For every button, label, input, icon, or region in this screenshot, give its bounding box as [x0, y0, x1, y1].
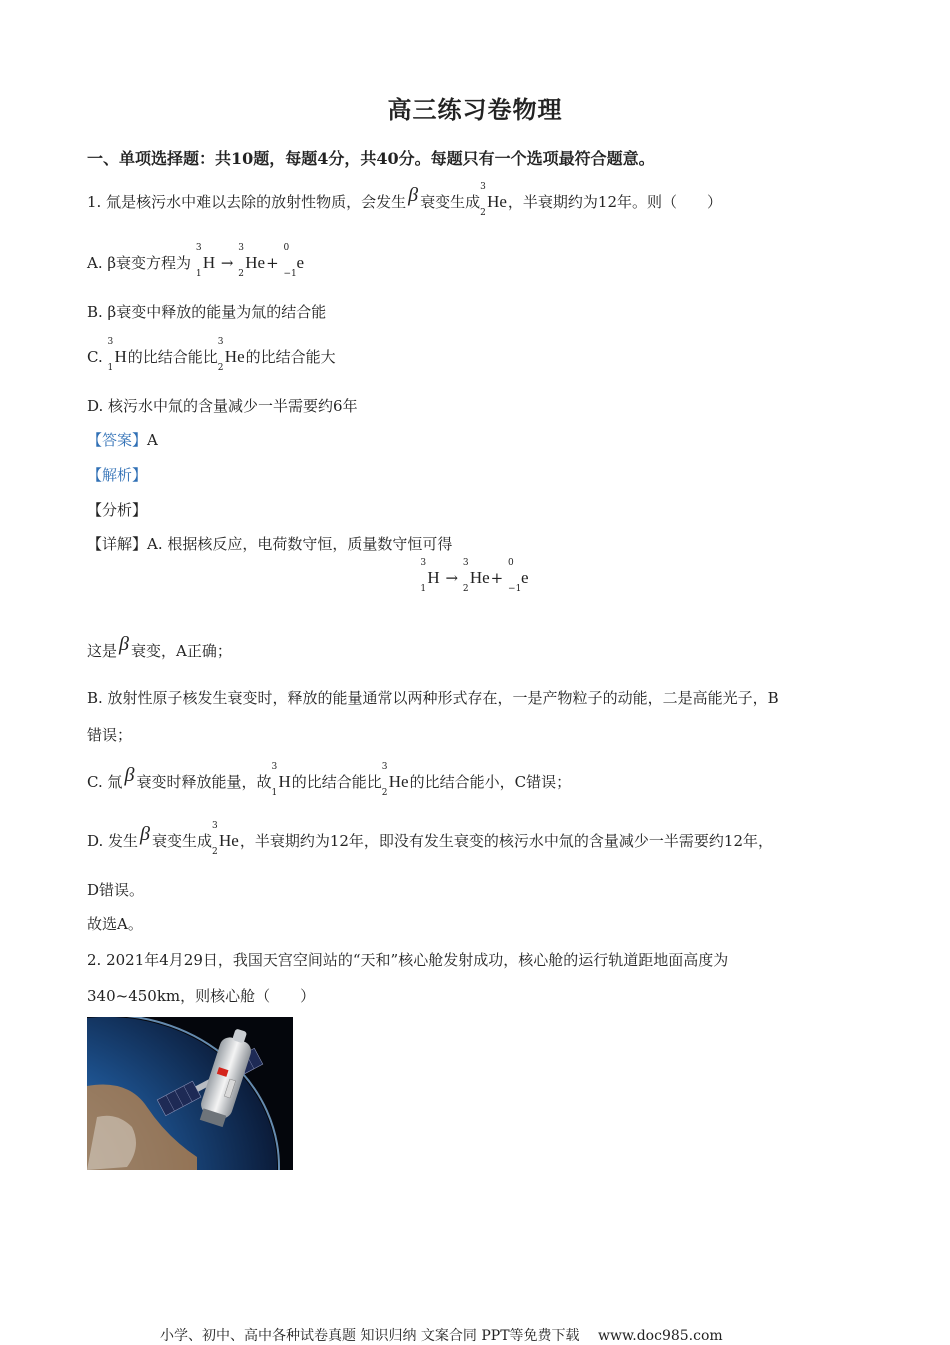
detail-c: C. 氚 β 衰变时释放能量，故 3 1 H的比结合能比 3 2 He的比结合能小，C错误； [87, 762, 572, 798]
detail-a-conclusion: 这是 β 衰变，A正确； [87, 633, 232, 660]
footer-text: 小学、初中、高中各种试卷真题 知识归纳 文案合同 PPT等免费下载 www.doc985.com [160, 1328, 723, 1344]
option-b: B. β衰变中释放的能量为氚的结合能 [87, 303, 327, 321]
section-heading: 一、单项选择题：共10题，每题4分，共40分。每题只有一个选项最符合题意。 [87, 149, 655, 168]
option-c-text-mid: 的比结合能比 [127, 348, 218, 366]
detail-a [87, 533, 452, 554]
beta-symbol: β [124, 764, 135, 786]
option-c [87, 337, 336, 373]
detail-b-line2: 错误； [87, 726, 133, 744]
detail-label: 【详解】 [87, 535, 148, 553]
detail-b-line1: B. 放射性原子核发生衰变时，释放的能量通常以两种形式存在，一是产物粒子的动能，二是高能光子，B [87, 689, 779, 707]
answer-value: A [147, 431, 158, 449]
analysis-label: 【解析】 [87, 466, 148, 484]
helium-3-symbol: 3 2 He [381, 762, 409, 798]
detail-d-line2: D错误。 [87, 881, 145, 899]
helium-3-symbol: 3 2 He [480, 182, 507, 218]
tritium-symbol: 3 1 H [107, 337, 127, 373]
option-a-label: A. β衰变方程为 [87, 254, 192, 272]
page-title: 高三练习卷物理 [387, 95, 563, 124]
q1-stem-text-c: ，半衰期约为12年。则（ ） [507, 193, 722, 211]
decay-equation: 3 1 H → 3 2 He+ 0 −1 e [195, 243, 304, 279]
option-d: D. 核污水中氚的含量减少一半需要约6年 [87, 397, 358, 415]
detail-a-text: A. 根据核反应，电荷数守恒，质量数守恒可得 [147, 535, 453, 553]
centered-decay-equation: 3 1 H → 3 2 He+ 0 −1 e [420, 558, 529, 594]
beta-symbol: β [119, 633, 129, 655]
answer-label: 【答案】 [87, 431, 148, 449]
q2-stem-line1: 2. 2021年4月29日，我国天宫空间站的“天和”核心舱发射成功，核心舱的运行轨道距地面高度为 [87, 951, 729, 969]
q1-stem-text-a: 1. 氚是核污水中难以去除的放射性物质，会发生 [87, 193, 407, 211]
q1-stem-text-b: 衰变生成 [420, 193, 481, 211]
q2-stem-line2: 340~450km，则核心舱（ ） [87, 987, 316, 1005]
conclusion: 故选A。 [87, 915, 143, 933]
detail-d: D. 发生 β 衰变生成 3 2 He，半衰期约为12年，即没有发生衰变的核污水中氚的含量减少一半需要约12年， [87, 821, 774, 857]
option-c-label: C. [87, 348, 103, 366]
answer-line [87, 429, 158, 450]
helium-3-symbol: 3 2 He [212, 821, 239, 857]
space-station-illustration [87, 1017, 293, 1170]
tritium-symbol: 3 1 H [271, 762, 291, 798]
beta-symbol: β [140, 823, 150, 845]
q1-stem [87, 182, 722, 218]
helium-3-symbol: 3 2 He [217, 337, 245, 373]
space-station-photo [87, 1017, 293, 1170]
option-a [87, 243, 305, 279]
beta-symbol: β [408, 184, 419, 206]
option-c-text-end: 的比结合能大 [245, 348, 336, 366]
fenxi-label: 【分析】 [87, 501, 148, 519]
